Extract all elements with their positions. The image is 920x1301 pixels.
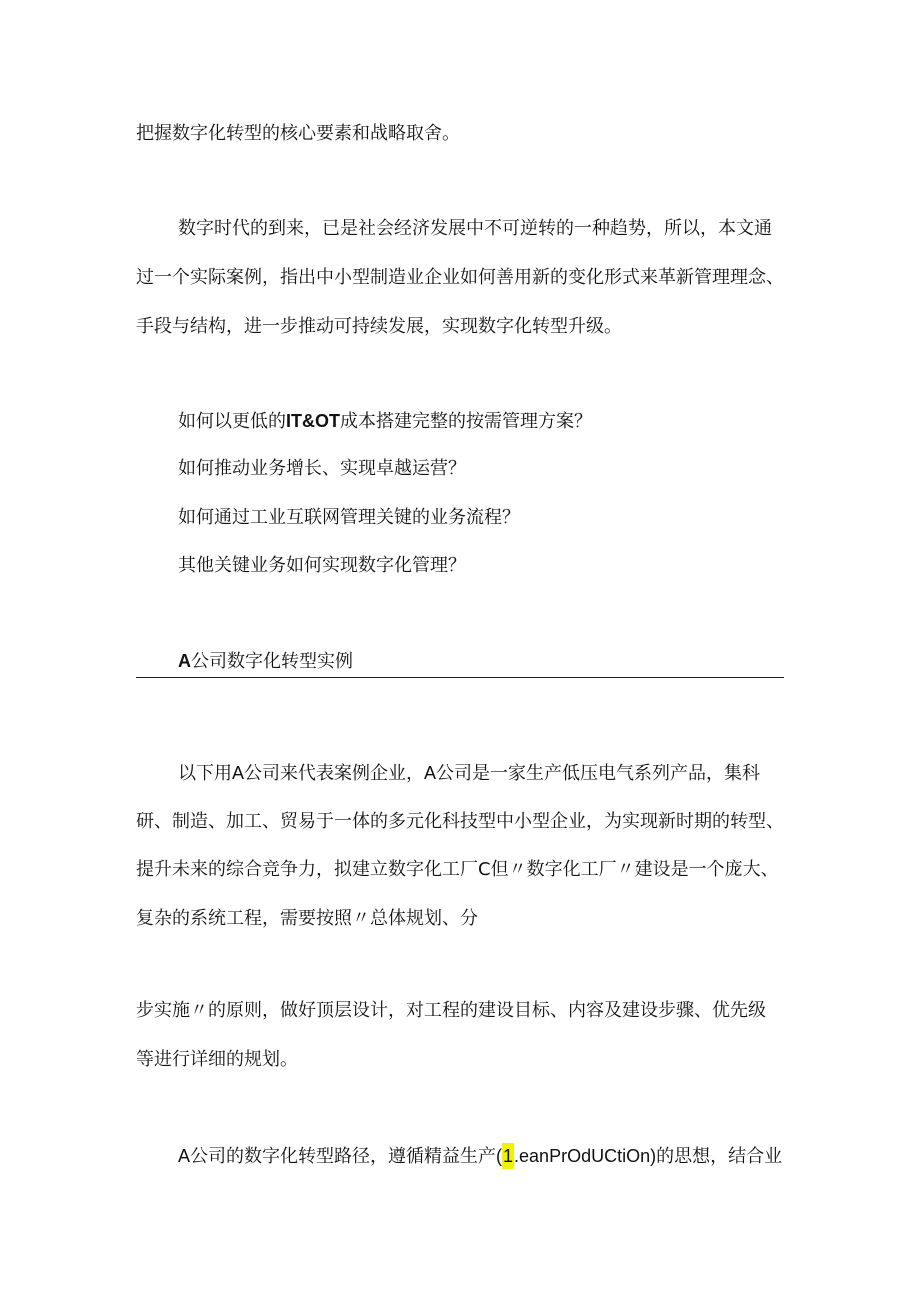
heading-prefix: A — [178, 651, 191, 671]
text: 提升未来的综合竞争力，拟建立数字化工厂C但〃数字化工厂〃建设是一个庞大、 — [136, 859, 779, 880]
text: 等进行详细的规划。 — [136, 1049, 298, 1070]
lean-production-term: .eanPrOdUCtiOn) — [514, 1146, 657, 1166]
text: 公司来代表案例企业， — [244, 763, 425, 784]
text: 如何以更低的 — [178, 411, 286, 432]
text: 如何通过工业互联网管理关键的业务流程？ — [178, 507, 520, 528]
company-letter: A — [232, 763, 245, 783]
text: 数字时代的到来，已是社会经济发展中不可逆转的一种趋势，所以，本文通 — [178, 218, 772, 239]
paragraph-3-line-2 — [0, 1047, 920, 1073]
text: 手段与结构，进一步推动可持续发展，实现数字化转型升级。 — [136, 316, 622, 337]
text: 成本搭建完整的按需管理方案？ — [340, 411, 592, 432]
question-1 — [0, 408, 920, 435]
paragraph-1-line-2 — [0, 265, 920, 291]
paragraph-1-line-1 — [0, 216, 920, 242]
paragraph-4-line-1 — [0, 1143, 920, 1170]
paragraph-1-line-3 — [0, 314, 920, 340]
company-letter: A — [178, 1146, 191, 1166]
question-4 — [0, 553, 920, 579]
text: 公司的数字化转型路径，遵循精益生产 — [190, 1146, 497, 1167]
paren-open: ( — [496, 1146, 503, 1166]
text: 把握数字化转型的核心要素和战略取舍。 — [136, 123, 460, 144]
paragraph-intro-line — [0, 121, 920, 147]
heading-underline — [136, 677, 784, 678]
section-heading — [0, 648, 920, 675]
text: 研、制造、加工、贸易于一体的多元化科技型中小型企业，为实现新时期的转型、 — [136, 811, 784, 832]
text: 其他关键业务如何实现数字化管理？ — [178, 555, 466, 576]
heading-text: 公司数字化转型实例 — [191, 651, 353, 672]
text: 过一个实际案例，指出中小型制造业企业如何善用新的变化形式来革新管理理念、 — [136, 267, 784, 288]
text: 以下用 — [178, 763, 232, 784]
question-3 — [0, 505, 920, 531]
it-ot-term: IT&OT — [286, 411, 340, 431]
paragraph-3-line-1 — [0, 998, 920, 1024]
text: 复杂的系统工程，需要按照〃总体规划、分 — [136, 908, 478, 929]
question-2 — [0, 456, 920, 482]
paragraph-2-line-3 — [0, 857, 920, 883]
paragraph-2-line-2 — [0, 809, 920, 835]
text: 的思想，结合业 — [656, 1146, 783, 1167]
highlighted-digit: 1 — [502, 1143, 514, 1169]
text: 步实施〃的原则，做好顶层设计，对工程的建设目标、内容及建设步骤、优先级 — [136, 1000, 766, 1021]
paragraph-2-line-4 — [0, 906, 920, 932]
company-letter: A — [424, 763, 437, 783]
text: 公司是一家生产低压电气系列产品，集科 — [436, 763, 761, 784]
paragraph-2-line-1 — [0, 760, 920, 787]
text: 如何推动业务增长、实现卓越运营？ — [178, 458, 466, 479]
